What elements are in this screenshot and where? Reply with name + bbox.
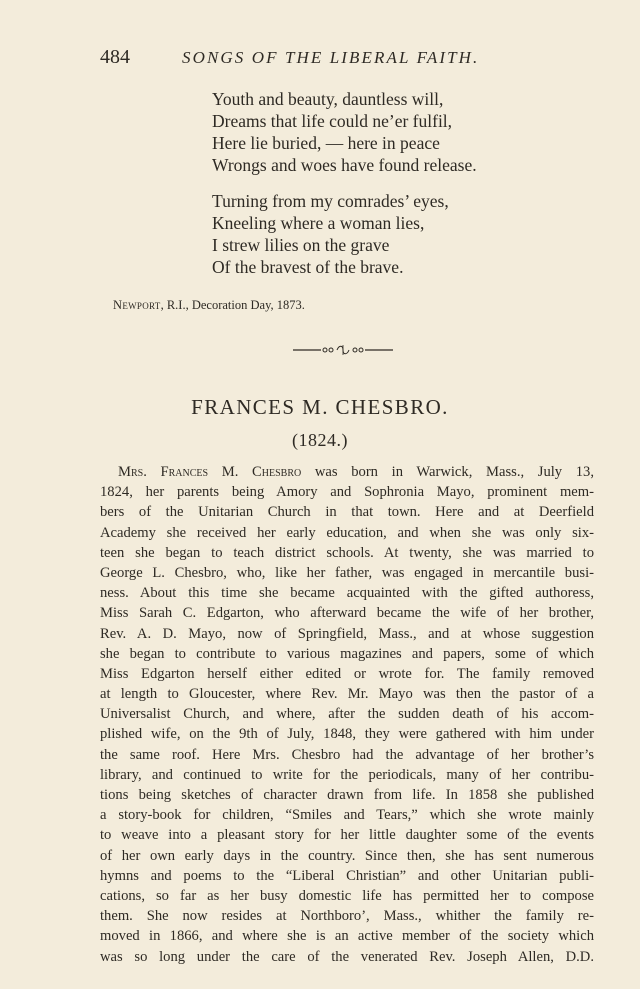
verse-line: Here lie buried, — here in peace (212, 133, 440, 153)
biography-paragraph (100, 462, 594, 967)
bio-line: was so long under the care of the venerated Rev. Joseph Allen, D.D. (100, 948, 594, 965)
bio-line: them. She now resides at Northboro’, Mass., whither the family re- (100, 908, 594, 925)
dateline-rest: , R.I., Decoration Day, 1873. (160, 298, 305, 312)
bio-line: the same roof. Here Mrs. Chesbro had the advantage of her brother’s (100, 746, 594, 763)
bio-line: moved in 1866, and where she is an active member of the society which (100, 928, 594, 945)
bio-line: Rev. A. D. Mayo, now of Springfield, Mass., and at whose suggestion (100, 625, 594, 642)
verse-line: Youth and beauty, dauntless will, (212, 89, 444, 109)
verse-line: Wrongs and woes have found release. (212, 155, 477, 175)
bio-line: Miss Edgarton herself either edited or wrote for. The family removed (100, 665, 594, 682)
running-title: SONGS OF THE LIBERAL FAITH. (182, 48, 480, 67)
bio-line: she began to contribute to various magazines and papers, some of which (100, 645, 594, 662)
bio-line: tions being sketches of character drawn from life. In 1858 she published (100, 787, 594, 803)
bio-line: Academy she received her early education, and when she was only six- (100, 524, 594, 541)
bio-lead-name: Mrs. Frances M. Chesbro (118, 464, 302, 480)
bio-line: Universalist Church, and where, after the sudden death of his accom- (100, 706, 594, 723)
bio-line (100, 462, 594, 482)
bio-line: ness. About this time she became acquainted with the gifted authoress, (100, 585, 594, 602)
bio-line: of her own early days in the country. Since then, she has sent numerous (100, 847, 594, 864)
bio-line: cations, so far as her busy domestic life has permitted her to compose (100, 887, 594, 904)
bio-line: to weave into a pleasant story for her little daughter some of the events (100, 827, 594, 844)
section-year: (1824.) (292, 430, 348, 450)
poem-stanza (212, 88, 542, 176)
section-title: FRANCES M. CHESBRO. (191, 395, 449, 419)
verse-line: I strew lilies on the grave (212, 235, 390, 255)
running-head (100, 46, 520, 72)
verse-line: Of the bravest of the brave. (212, 257, 404, 277)
bio-line: hymns and poems to the “Liberal Christian” and other Unitarian publi- (100, 867, 594, 884)
dateline-place: Newport (113, 298, 161, 312)
poem-dateline (113, 298, 305, 313)
bio-line: George L. Chesbro, who, like her father, was engaged in mercantile busi- (100, 564, 594, 581)
bio-line: plished wife, on the 9th of July, 1848, they were gathered with him under (100, 726, 594, 743)
poem (212, 88, 542, 292)
page-number: 484 (100, 46, 130, 68)
section-ornament-icon (293, 343, 393, 357)
bio-first-line-rest: was born in Warwick, Mass., July 13, (301, 464, 594, 480)
poem-stanza (212, 190, 542, 278)
bio-line: library, and continued to write for the periodicals, many of her contribu- (100, 766, 594, 783)
bio-line: teen she began to teach district schools. At twenty, she was married to (100, 544, 594, 561)
bio-line: at length to Gloucester, where Rev. Mr. Mayo was then the pastor of a (100, 686, 594, 703)
verse-line: Kneeling where a woman lies, (212, 213, 425, 233)
verse-line: Dreams that life could ne’er fulfil, (212, 111, 453, 131)
bio-line: 1824, her parents being Amory and Sophronia Mayo, prominent mem- (100, 484, 594, 501)
bio-line: bers of the Unitarian Church in that town. Here and at Deerfield (100, 504, 594, 521)
bio-line: a story-book for children, “Smiles and Tears,” which she wrote mainly (100, 807, 594, 824)
verse-line: Turning from my comrades’ eyes, (212, 191, 449, 211)
bio-line: Miss Sarah C. Edgarton, who afterward became the wife of her brother, (100, 605, 594, 622)
